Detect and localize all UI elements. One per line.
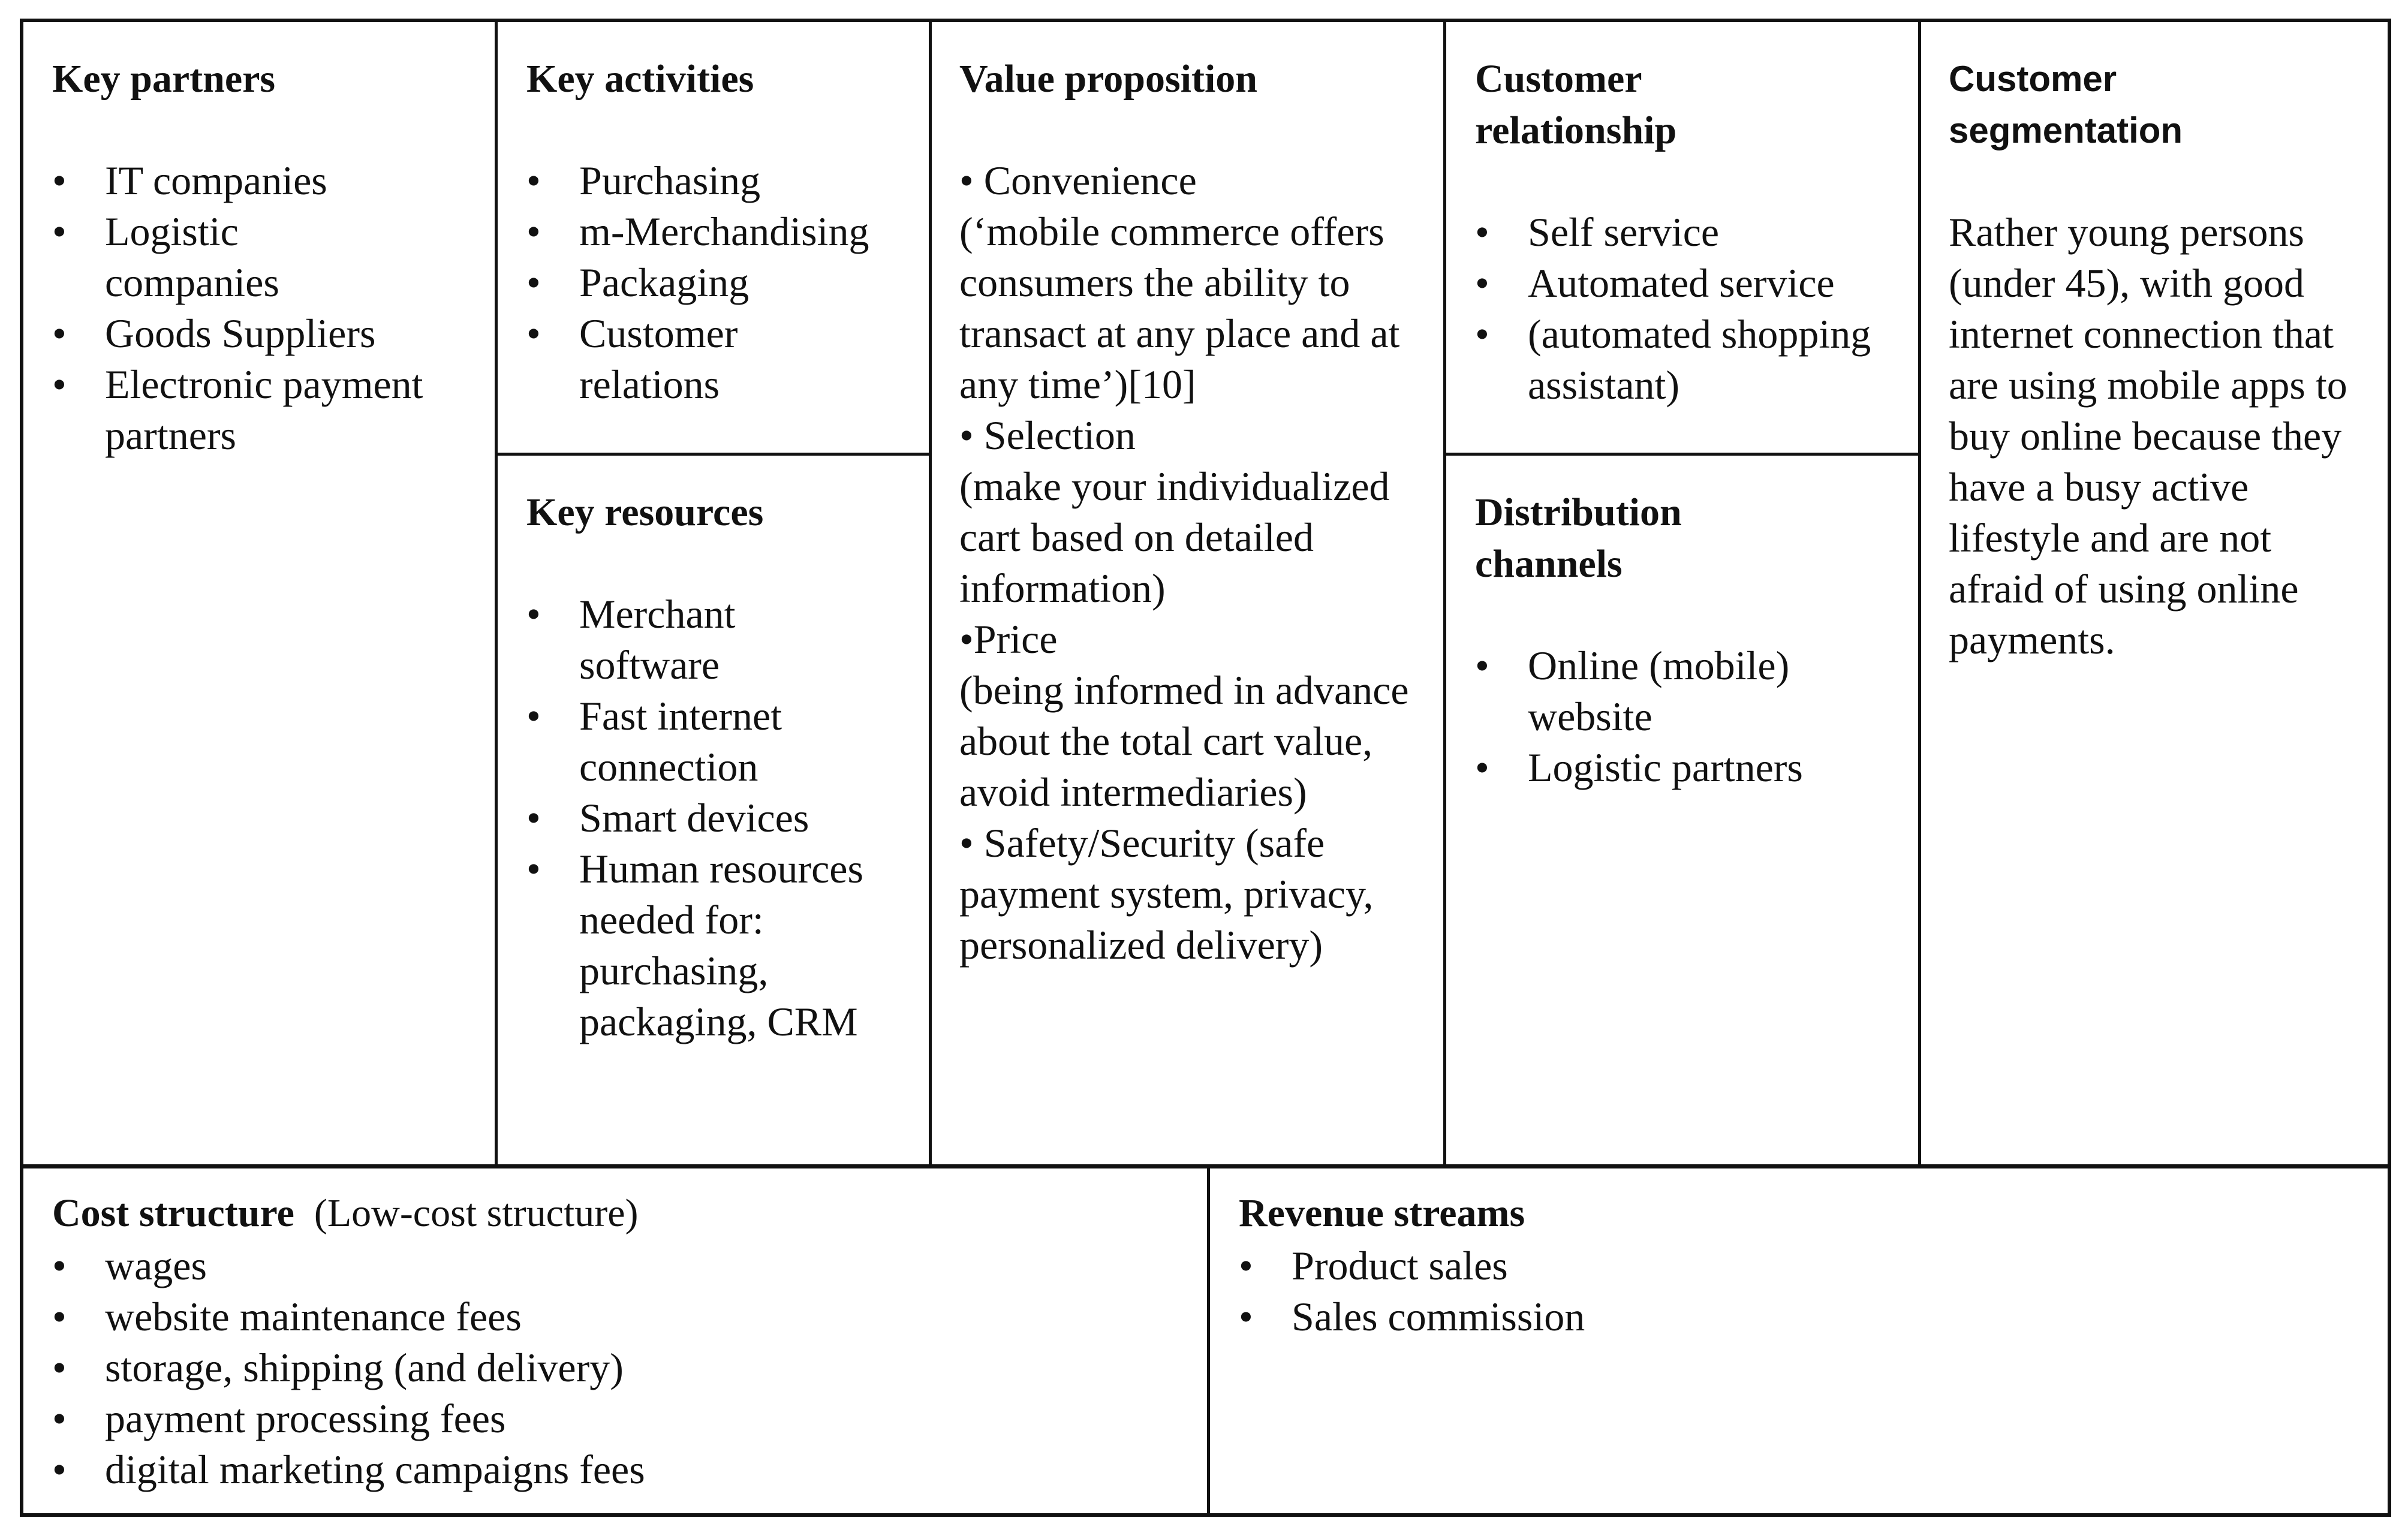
- customer-segmentation-text: Rather young persons (under 45), with good internet connection that are using mobile apps to buy online because they have a busy active lifestyle and are not afraid of using online payments.: [1949, 209, 2347, 662]
- section-title: Customer relationship: [1475, 57, 1677, 152]
- value-item-label: •Price: [959, 616, 1058, 662]
- customer-relationship-section: [1446, 22, 1918, 453]
- bullet-icon: •: [52, 1396, 67, 1441]
- bullet-icon: •: [526, 846, 541, 892]
- cost-structure-section: [23, 1168, 1207, 1517]
- bullet-icon: •: [52, 362, 67, 407]
- list-item: • Self service: [1475, 207, 1889, 258]
- list-item: • website maintenance fees: [52, 1291, 1178, 1342]
- cost-structure-list: [52, 1240, 1178, 1495]
- divider: [23, 1164, 2388, 1168]
- section-subtitle: (Low-cost structure): [314, 1191, 639, 1235]
- bullet-icon: •: [52, 1447, 67, 1492]
- list-item: • Fast internet connection: [526, 691, 900, 793]
- section-title: Value proposition: [959, 57, 1257, 101]
- bullet-icon: •: [52, 311, 67, 356]
- business-model-canvas: [20, 19, 2391, 1517]
- value-proposition-content: [959, 155, 1431, 971]
- distribution-channels-list: [1475, 640, 1889, 793]
- list-item: • Sales commission: [1239, 1291, 2359, 1342]
- bullet-icon: •: [526, 693, 541, 739]
- key-resources-section: [498, 456, 929, 1164]
- customer-segmentation-section: [1921, 22, 2388, 1164]
- section-title: Key activities: [526, 57, 754, 101]
- bullet-icon: •: [1239, 1243, 1253, 1288]
- bullet-icon: •: [52, 1294, 67, 1339]
- bullet-icon: •: [526, 591, 541, 637]
- value-proposition-section: [932, 22, 1443, 1164]
- list-item: • wages: [52, 1240, 1178, 1291]
- list-item: • Electronic payment partners: [52, 359, 466, 461]
- list-item: • Human resources needed for: purchasing, packaging, CRM: [526, 844, 900, 1047]
- list-item: • Product sales: [1239, 1240, 2359, 1291]
- bullet-icon: •: [52, 209, 67, 254]
- bullet-icon: •: [526, 260, 541, 305]
- key-resources-list: [526, 589, 900, 1047]
- value-item-text: (make your individualized cart based on detailed information): [959, 463, 1390, 611]
- bullet-icon: •: [52, 1345, 67, 1390]
- list-item: • Smart devices: [526, 793, 900, 844]
- key-partners-section: [23, 22, 495, 1164]
- list-item: • Purchasing: [526, 155, 900, 206]
- list-item: • Automated service: [1475, 258, 1889, 309]
- bullet-icon: •: [1475, 745, 1489, 790]
- section-title: Customer segmentation: [1949, 59, 2183, 150]
- list-item: • m-Merchandising: [526, 206, 900, 257]
- bullet-icon: •: [1475, 260, 1489, 306]
- section-title: Key resources: [526, 490, 764, 534]
- list-item: • Logistic partners: [1475, 742, 1889, 793]
- list-item: • Goods Suppliers: [52, 308, 466, 359]
- key-activities-list: [526, 155, 900, 410]
- bullet-icon: •: [526, 209, 541, 254]
- key-activities-section: [498, 22, 929, 453]
- section-title: Cost structure (Low-cost structure): [52, 1191, 639, 1235]
- bullet-icon: •: [52, 1243, 67, 1288]
- list-item: • payment processing fees: [52, 1393, 1178, 1444]
- customer-relationship-list: [1475, 207, 1889, 411]
- section-title: Revenue streams: [1239, 1191, 1525, 1235]
- value-item-text: (‘mobile commerce offers consumers the ability to transact at any place and at any time’)[10]: [959, 209, 1400, 407]
- key-partners-list: [52, 155, 466, 461]
- section-title: Distribution channels: [1475, 490, 1682, 586]
- list-item: • Customer relations: [526, 308, 900, 410]
- bullet-icon: •: [1475, 311, 1489, 357]
- list-item: • Merchant software: [526, 589, 900, 691]
- list-item: • Logistic companies: [52, 206, 466, 308]
- bullet-icon: •: [1475, 643, 1489, 688]
- bullet-icon: •: [1475, 209, 1489, 255]
- value-item-text: (being informed in advance about the total cart value, avoid intermediaries): [959, 667, 1409, 815]
- distribution-channels-section: [1446, 456, 1918, 1164]
- list-item: • storage, shipping (and delivery): [52, 1342, 1178, 1393]
- bullet-icon: •: [52, 158, 67, 203]
- revenue-streams-list: [1239, 1240, 2359, 1342]
- bullet-icon: •: [526, 158, 541, 203]
- list-item: • Online (mobile) website: [1475, 640, 1889, 742]
- bullet-icon: •: [526, 795, 541, 841]
- list-item: • IT companies: [52, 155, 466, 206]
- list-item: • Packaging: [526, 257, 900, 308]
- value-item-label: • Convenience: [959, 158, 1197, 203]
- revenue-streams-section: [1210, 1168, 2388, 1517]
- value-item-label: • Selection: [959, 412, 1136, 458]
- list-item: • (automated shopping assistant): [1475, 309, 1889, 411]
- bullet-icon: •: [526, 311, 541, 356]
- bullet-icon: •: [1239, 1294, 1253, 1339]
- list-item: • digital marketing campaigns fees: [52, 1444, 1178, 1495]
- value-item-label: • Safety/Security (safe payment system, privacy, personalized delivery): [959, 820, 1374, 968]
- section-title: Key partners: [52, 57, 276, 101]
